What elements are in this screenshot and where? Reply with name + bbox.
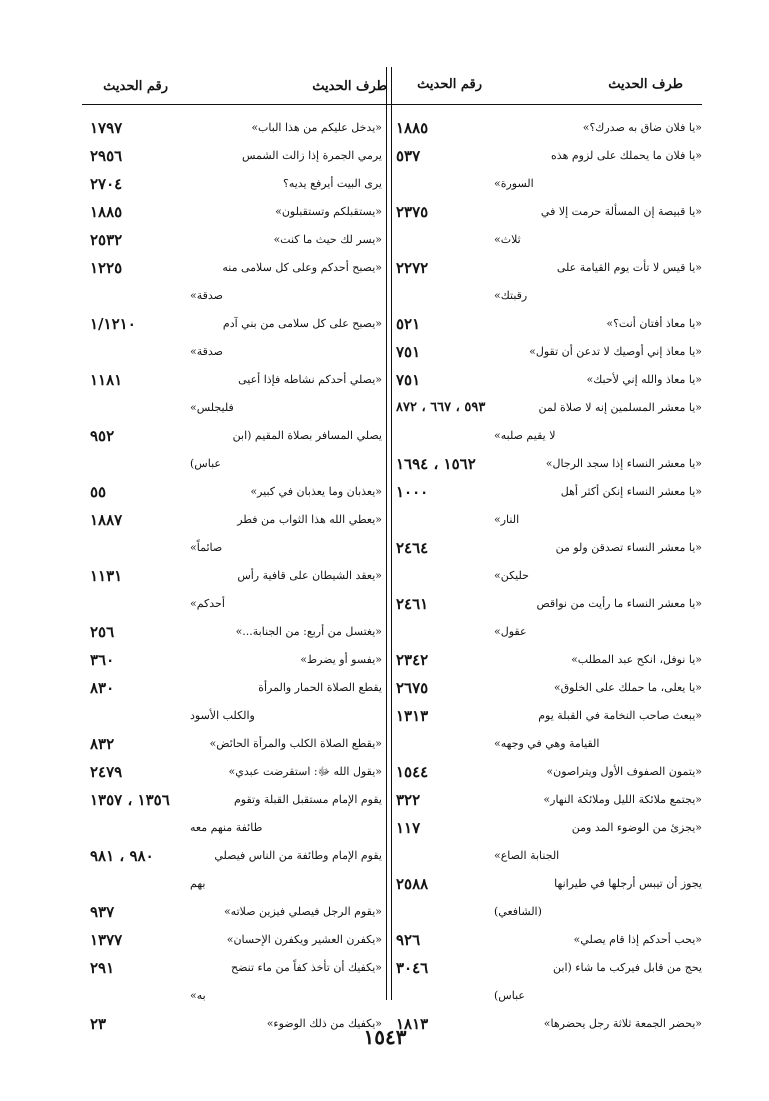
hadith-text [184, 114, 382, 142]
hadith-text-line: «يا فلان ضاق به صدرك؟» [582, 121, 702, 134]
hadith-text-line: «يا معاذ أفتان أنت؟» [606, 317, 702, 330]
hadith-text [488, 702, 702, 758]
hadith-text-line: «يا معشر النساء ما رأيت من نواقص [536, 597, 702, 610]
hadith-text-continuation: فليجلس» [190, 401, 234, 414]
hadith-text [488, 366, 702, 394]
hadith-number: ١١٨١ [90, 371, 123, 389]
hadith-text [488, 814, 702, 870]
index-entry [396, 310, 702, 338]
hadith-text [488, 786, 702, 814]
hadith-text [488, 478, 702, 534]
left-term-header: طرف الحديث [312, 79, 387, 94]
hadith-text-continuation: الجنابة الصاع» [494, 849, 560, 862]
hadith-number: ١٣٥٦ ، ١٣٥٧ [90, 791, 170, 809]
hadith-number: ٢٧٠٤ [90, 175, 123, 193]
hadith-number: ٥٢١ [396, 315, 421, 333]
hadith-text-line: يجوز أن تيبس أرجلها في طيرانها [554, 877, 702, 890]
hadith-text-continuation: بهم [190, 877, 206, 890]
index-entry [90, 562, 382, 618]
hadith-text-line: «يصبح أحدكم وعلى كل سلامى منه [222, 261, 382, 274]
hadith-text-continuation: صائماً» [190, 541, 223, 554]
hadith-text [184, 170, 382, 198]
hadith-text-continuation: عباس) [494, 989, 525, 1002]
hadith-number: ٨٣٢ [90, 735, 115, 753]
hadith-number: ٣٦٠ [90, 651, 115, 669]
hadith-text [488, 1010, 702, 1038]
hadith-text [488, 674, 702, 702]
index-entry [396, 926, 702, 954]
page-number: ١٥٤٣ [363, 1025, 407, 1049]
hadith-text-continuation: القيامة وهي في وجهه» [494, 737, 600, 750]
hadith-text-line: «يبعث صاحب النخامة في القبلة يوم [538, 709, 702, 722]
hadith-text [184, 366, 382, 422]
left-column [90, 114, 382, 1038]
hadith-number: ٢٩٥٦ [90, 147, 123, 165]
index-entry [396, 478, 702, 534]
hadith-text-line: «يكفيك أن تأخذ كفاً من ماء تنضح [231, 961, 382, 974]
hadith-text [488, 590, 702, 646]
hadith-text-line: يحج من قابل فيركب ما شاء (ابن [553, 961, 702, 974]
hadith-number: ١٨١٣ [396, 1015, 429, 1033]
hadith-text [184, 226, 382, 254]
hadith-text [488, 338, 702, 366]
hadith-text-continuation: السورة» [494, 177, 534, 190]
hadith-text-line: «يا معشر النساء تصدقن ولو من [555, 541, 702, 554]
index-entry [90, 506, 382, 562]
index-entry [90, 730, 382, 758]
index-entry [90, 926, 382, 954]
hadith-text-continuation: أحدكم» [190, 597, 225, 610]
hadith-number: ١٨٨٧ [90, 511, 123, 529]
hadith-number: ٢٥٦ [90, 623, 115, 641]
hadith-text-line: «يقول الله ﷻ: استقرضت عبدي» [228, 765, 382, 778]
hadith-number: ٩٨٠ ، ٩٨١ [90, 847, 154, 865]
hadith-text-line: «يسر لك حيث ما كنت» [273, 233, 382, 246]
right-column [396, 114, 702, 1038]
hadith-number: ٩٣٧ [90, 903, 115, 921]
hadith-text [488, 142, 702, 198]
hadith-text-line: «يصلي أحدكم نشاطه فإذا أعيى [238, 373, 382, 386]
hadith-text [488, 646, 702, 674]
hadith-text [184, 254, 382, 310]
hadith-number: ١٣١٣ [396, 707, 429, 725]
hadith-text-line: يقوم الإمام وطائفة من الناس فيصلي [214, 849, 382, 862]
hadith-text-line: «يكفرن العشير ويكفرن الإحسان» [226, 933, 382, 946]
hadith-number: ١٧٩٧ [90, 119, 123, 137]
index-entry [90, 646, 382, 674]
hadith-number: ٣٠٤٦ [396, 959, 429, 977]
hadith-text-line: «يا معاذ إني أوصيك لا تدعن أن تقول» [529, 345, 702, 358]
hadith-text [184, 646, 382, 674]
hadith-text-line: يقطع الصلاة الحمار والمرأة [258, 681, 382, 694]
hadith-number: ٩٢٦ [396, 931, 421, 949]
hadith-text-line: يصلي المسافر بصلاة المقيم (ابن [232, 429, 382, 442]
index-entry [396, 198, 702, 254]
hadith-text-line: «يعقد الشيطان على قافية رأس [237, 569, 382, 582]
index-entry [90, 674, 382, 730]
hadith-text [488, 870, 702, 926]
hadith-text [184, 142, 382, 170]
index-entry [396, 142, 702, 198]
index-entry [90, 842, 382, 898]
hadith-number: ٧٥١ [396, 343, 421, 361]
hadith-number: ٧٥١ [396, 371, 421, 389]
index-entry [90, 618, 382, 646]
hadith-text-line: «يقوم الرجل فيصلي فيزين صلاته» [223, 905, 382, 918]
hadith-text-line: «يا قيس لا تأت يوم القيامة على [556, 261, 702, 274]
hadith-text-continuation: لا يقيم صلبه» [494, 429, 556, 442]
index-entry [396, 786, 702, 814]
hadith-text-continuation: النار» [494, 513, 520, 526]
hadith-text-line: «يكفيك من ذلك الوضوء» [266, 1017, 382, 1030]
hadith-number: ١١٣١ [90, 567, 123, 585]
hadith-number: ٢٣ [90, 1015, 107, 1033]
hadith-number: ٣٢٢ [396, 791, 421, 809]
index-entry [396, 954, 702, 1010]
hadith-text [488, 310, 702, 338]
hadith-text-line: يقوم الإمام مستقبل القبلة وتقوم [234, 793, 382, 806]
hadith-number: ٢٣٧٥ [396, 203, 429, 221]
hadith-text [488, 954, 702, 1010]
hadith-text-continuation: صدقة» [190, 289, 223, 302]
hadith-text-line: «يصبح على كل سلامى من بني آدم [222, 317, 382, 330]
hadith-text [184, 954, 382, 1010]
index-entry [90, 114, 382, 142]
hadith-number: ١٢٢٥ [90, 259, 123, 277]
index-entry [396, 534, 702, 590]
hadith-text-line: «يدخل عليكم من هذا الباب» [251, 121, 382, 134]
column-divider-inner [391, 67, 392, 1000]
index-entry [396, 450, 702, 478]
hadith-text [184, 898, 382, 926]
hadith-text [488, 926, 702, 954]
index-entry [396, 758, 702, 786]
hadith-text-line: «يا فلان ما يحملك على لزوم هذه [551, 149, 702, 162]
hadith-text [488, 254, 702, 310]
hadith-text-line: «يفسو أو يضرط» [300, 653, 382, 666]
hadith-text-line: «يتمون الصفوف الأول ويتراصون» [546, 765, 702, 778]
hadith-text-continuation: (الشافعي) [494, 905, 542, 918]
right-term-header: طرف الحديث [608, 77, 683, 92]
index-entry [90, 170, 382, 198]
hadith-number: ٩٥٢ [90, 427, 115, 445]
hadith-number: ٢٢٧٢ [396, 259, 429, 277]
hadith-text [488, 450, 702, 478]
hadith-text-continuation: طائفة منهم معه [190, 821, 263, 834]
index-entry [396, 702, 702, 758]
hadith-text-line: «يستقبلكم وتستقبلون» [275, 205, 382, 218]
hadith-number: ٥٩٣ ، ٦٦٧ ، ٨٧٢ [396, 400, 486, 415]
hadith-text-line: «يغتسل من أربع: من الجنابة...» [235, 625, 382, 638]
index-entry [90, 198, 382, 226]
index-entry [90, 366, 382, 422]
hadith-text [184, 506, 382, 562]
hadith-number: ٥٣٧ [396, 147, 421, 165]
hadith-text-line: «يا معشر النساء إنكن أكثر أهل [560, 485, 702, 498]
hadith-text [488, 758, 702, 786]
index-entry [396, 590, 702, 646]
hadith-number: ١٨٨٥ [396, 119, 429, 137]
hadith-text [184, 758, 382, 786]
hadith-text [488, 198, 702, 254]
hadith-number: ١١٧ [396, 819, 421, 837]
hadith-text [488, 114, 702, 142]
hadith-number: ١٠٠٠ [396, 483, 429, 501]
hadith-number: ٥٥ [90, 483, 107, 501]
column-divider [386, 67, 387, 1000]
hadith-text [184, 198, 382, 226]
index-entry [90, 954, 382, 1010]
hadith-text-line: «يا قبيصة إن المسألة حرمت إلا في [540, 205, 702, 218]
hadith-text-continuation: والكلب الأسود [190, 709, 255, 722]
index-entry [396, 366, 702, 394]
index-entry [396, 338, 702, 366]
index-entry [90, 254, 382, 310]
hadith-number: ٢٥٣٢ [90, 231, 123, 249]
right-num-header: رقم الحديث [417, 77, 482, 92]
hadith-number: ٢٦٧٥ [396, 679, 429, 697]
hadith-text-line: «يا يعلى، ما حملك على الخلوق» [553, 681, 702, 694]
hadith-number: ٢٤٦٤ [396, 539, 429, 557]
hadith-text-continuation: به» [190, 989, 206, 1002]
hadith-text-line: «يا معشر النساء إذا سجد الرجال» [545, 457, 702, 470]
hadith-number: ١٨٨٥ [90, 203, 123, 221]
index-entry [90, 310, 382, 366]
hadith-number: ١٣٧٧ [90, 931, 123, 949]
hadith-text-line: «يا معاذ والله إني لأحبك» [586, 373, 702, 386]
index-entry [90, 478, 382, 506]
index-entry [90, 142, 382, 170]
hadith-text [184, 674, 382, 730]
hadith-number: ١٥٤٤ [396, 763, 429, 781]
hadith-text-line: «يعذبان وما يعذبان في كبير» [250, 485, 382, 498]
hadith-text [184, 926, 382, 954]
hadith-text-line: «يا نوفل، انكح عبد المطلب» [571, 653, 702, 666]
index-entry [90, 786, 382, 842]
hadith-text [184, 562, 382, 618]
hadith-text-continuation: عقول» [494, 625, 527, 638]
hadith-text-line: «يجزئ من الوضوء المد ومن [571, 821, 702, 834]
hadith-number: ٢٥٨٨ [396, 875, 429, 893]
hadith-number: ١/١٢١٠ [90, 315, 136, 333]
hadith-text [488, 534, 702, 590]
index-entry [396, 114, 702, 142]
hadith-text-line: «يحب أحدكم إذا قام يصلي» [573, 933, 702, 946]
hadith-number: ٢٩١ [90, 959, 115, 977]
index-entry [396, 646, 702, 674]
index-entry [396, 1010, 702, 1038]
index-entry [396, 814, 702, 870]
index-entry [396, 870, 702, 926]
hadith-number: ٨٣٠ [90, 679, 115, 697]
hadith-number: ١٥٦٢ ، ١٦٩٤ [396, 455, 476, 473]
index-entry [90, 226, 382, 254]
left-num-header: رقم الحديث [103, 79, 168, 94]
hadith-text-line: «يحضر الجمعة ثلاثة رجل يحضرها» [543, 1017, 702, 1030]
hadith-text [184, 730, 382, 758]
hadith-text-continuation: ثلاث» [494, 233, 521, 246]
header-rule [82, 104, 702, 105]
hadith-text-line: «يقطع الصلاة الكلب والمرأة الحائض» [209, 737, 382, 750]
hadith-text-continuation: رقبتك» [494, 289, 528, 302]
index-entry [90, 898, 382, 926]
hadith-text-line: «يجتمع ملائكة الليل وملائكة النهار» [543, 793, 702, 806]
hadith-text [184, 842, 382, 898]
hadith-text-continuation: عباس) [190, 457, 221, 470]
hadith-text-line: يرى البيت أيرفع يديه؟ [282, 177, 382, 190]
hadith-text-continuation: حليكن» [494, 569, 529, 582]
hadith-text-line: «يعطي الله هذا الثواب من فطر [237, 513, 382, 526]
hadith-text-line: يرمي الجمرة إذا زالت الشمس [241, 149, 382, 162]
index-entry [396, 394, 702, 450]
hadith-text [184, 478, 382, 506]
hadith-text [488, 394, 702, 450]
hadith-number: ٢٤٦١ [396, 595, 429, 613]
hadith-text-line: «يا معشر المسلمين إنه لا صلاة لمن [538, 401, 702, 414]
hadith-text [184, 786, 382, 842]
index-entry [396, 254, 702, 310]
hadith-text [184, 422, 382, 478]
index-entry [90, 422, 382, 478]
hadith-text-continuation: صدقة» [190, 345, 223, 358]
index-entry [396, 674, 702, 702]
hadith-text [184, 618, 382, 646]
hadith-text [184, 310, 382, 366]
hadith-number: ٢٤٧٩ [90, 763, 123, 781]
index-entry [90, 758, 382, 786]
hadith-number: ٢٣٤٢ [396, 651, 429, 669]
